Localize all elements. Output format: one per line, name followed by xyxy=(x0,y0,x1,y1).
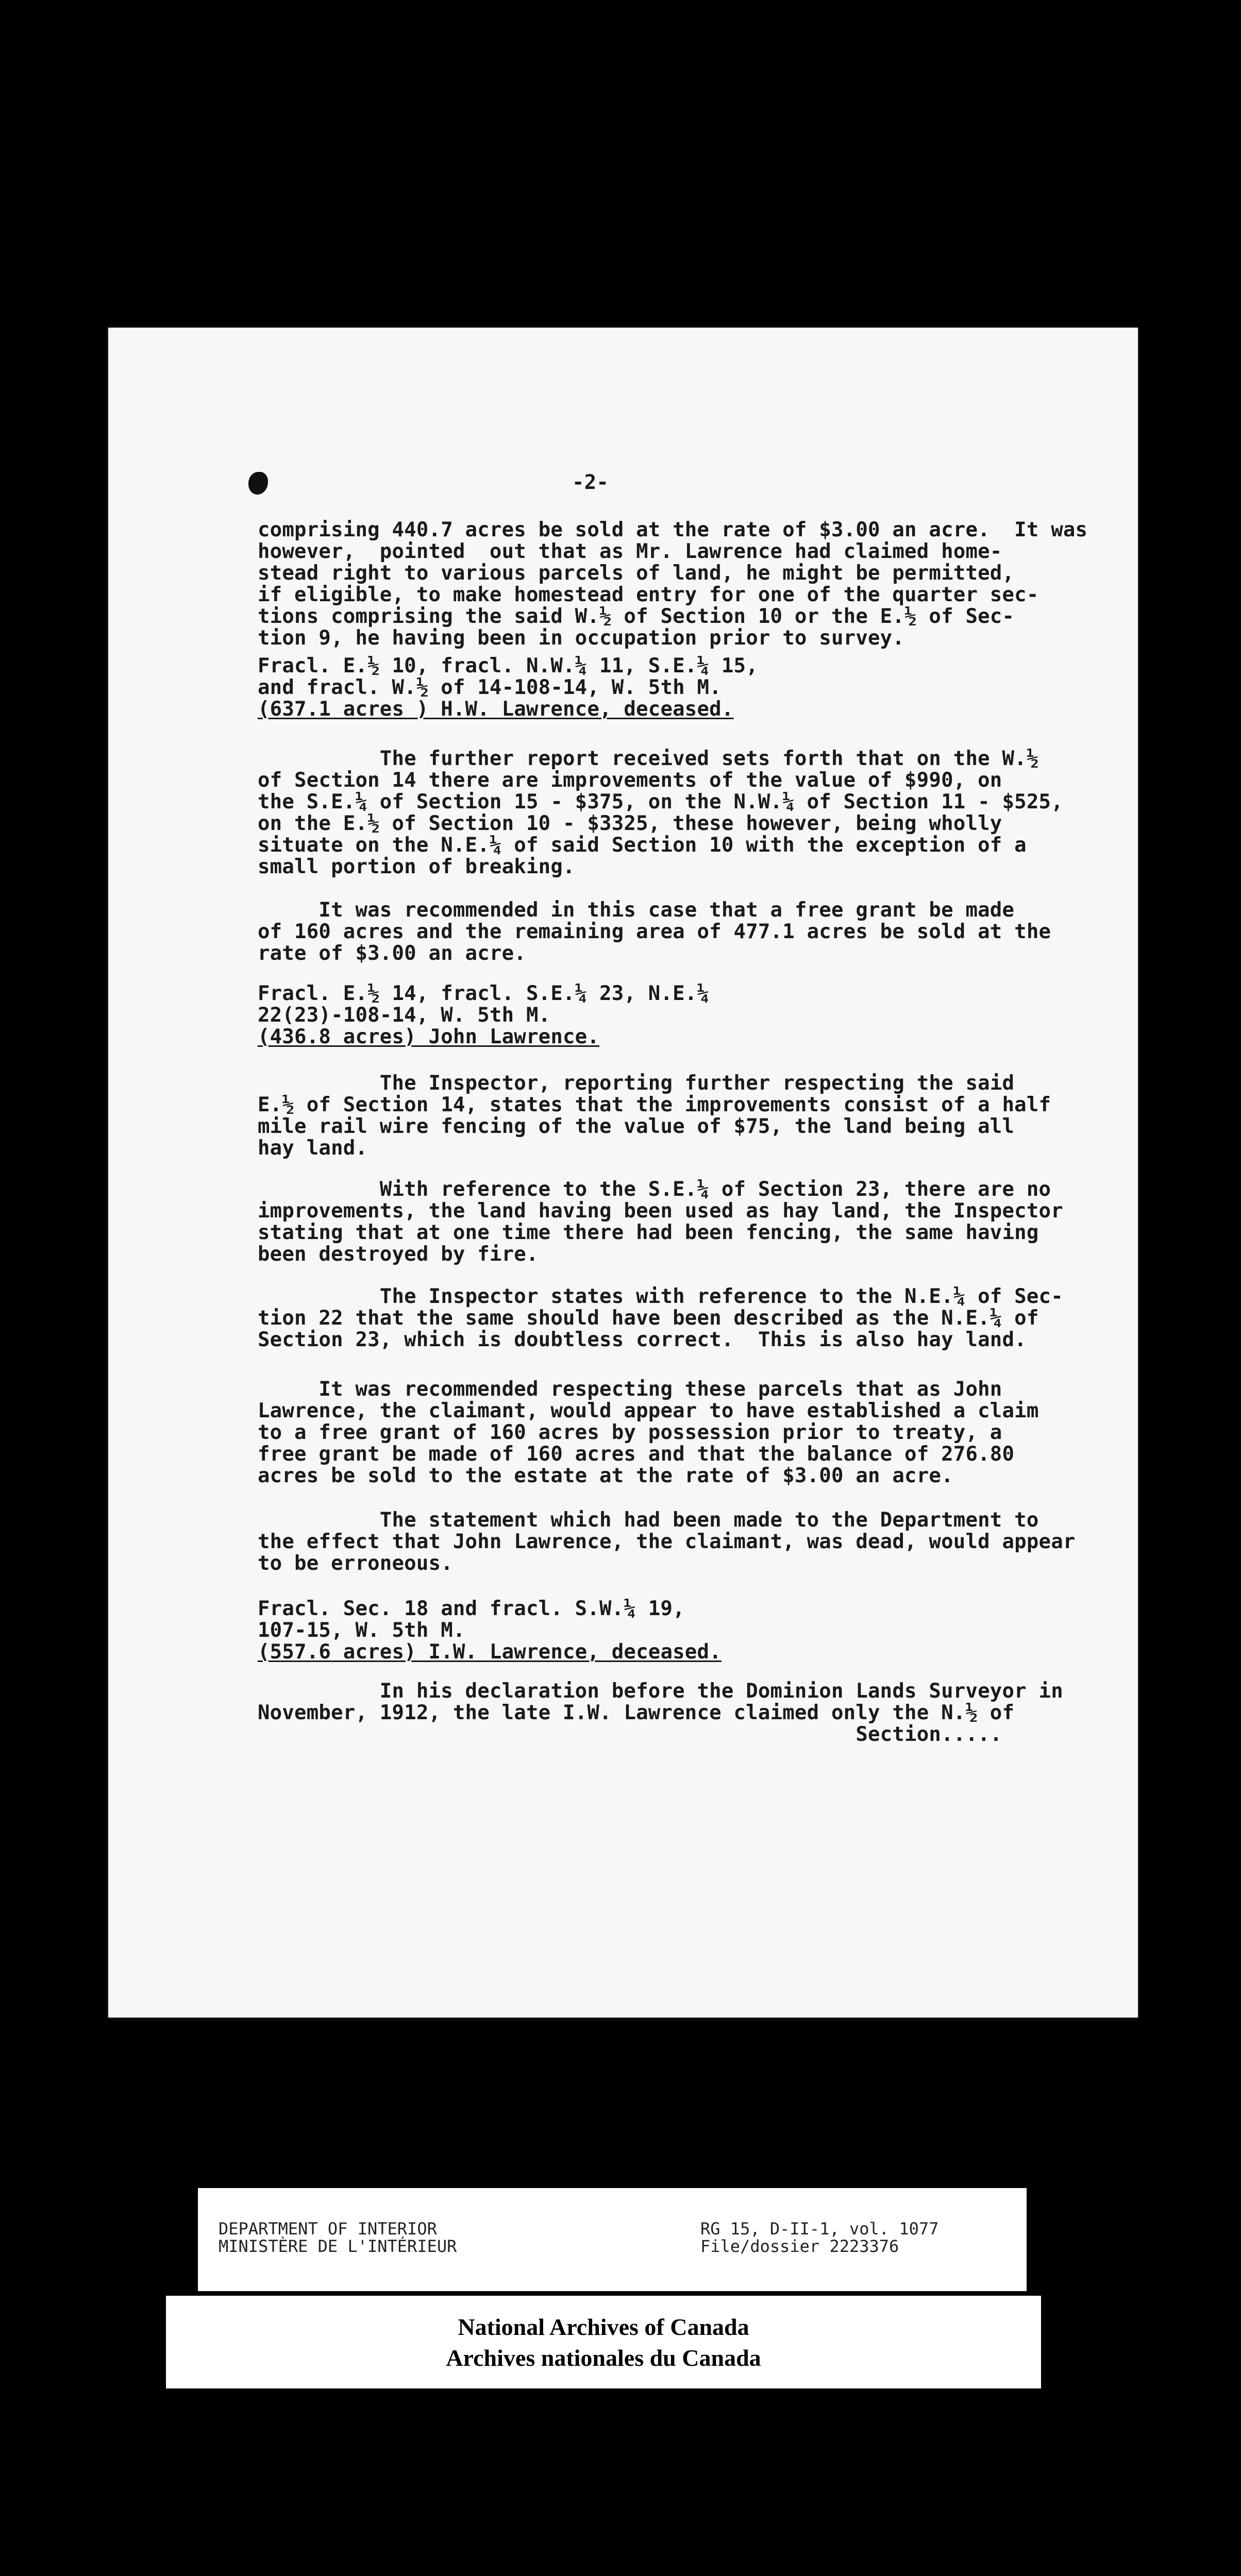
text-line: It was recommended respecting these parcels that as John xyxy=(258,1378,1002,1401)
text-line: Lawrence, the claimant, would appear to have established a claim xyxy=(258,1399,1039,1422)
text-line: tions comprising the said W.½ of Section 10 or the E.½ of Sec- xyxy=(258,605,1015,628)
text-line: to a free grant of 160 acres by possession prior to treaty, a xyxy=(258,1421,1002,1444)
text-line: small portion of breaking. xyxy=(258,855,575,878)
record-group: RG 15, D-II-1, vol. 1077 xyxy=(700,2219,939,2239)
text-line: the effect that John Lawrence, the claimant, was dead, would appear xyxy=(258,1530,1076,1553)
department-label xyxy=(198,2188,1027,2291)
text-line: situate on the N.E.¼ of said Section 10 with the exception of a xyxy=(258,834,1027,857)
archives-label xyxy=(166,2296,1041,2388)
text-line: mile rail wire fencing of the value of $75, the land being all xyxy=(258,1115,1015,1138)
text-line: comprising 440.7 acres be sold at the rate of $3.00 an acre. It was xyxy=(258,518,1088,541)
heading-line: Fracl. Sec. 18 and fracl. S.W.¼ 19, xyxy=(258,1597,685,1620)
dept-name-en: DEPARTMENT OF INTERIOR xyxy=(219,2219,437,2239)
archives-name-en: National Archives of Canada xyxy=(458,2314,749,2340)
text-line: Section..... xyxy=(258,1723,1002,1746)
heading-line: Fracl. E.½ 14, fracl. S.E.¼ 23, N.E.¼ xyxy=(258,982,710,1005)
heading-line-underlined: (436.8 acres) John Lawrence. xyxy=(258,1025,600,1048)
heading-line-underlined: (637.1 acres ) H.W. Lawrence, deceased. xyxy=(258,698,734,721)
text-line: improvements, the land having been used as hay land, the Inspector xyxy=(258,1199,1063,1223)
text-line: The further report received sets forth that on the W.½ xyxy=(258,747,1039,770)
text-line: The statement which had been made to the Department to xyxy=(258,1509,1039,1532)
heading-line: 22(23)-108-14, W. 5th M. xyxy=(258,1004,551,1027)
text-line: stead right to various parcels of land, he might be permitted, xyxy=(258,562,1015,585)
text-line: free grant be made of 160 acres and that the balance of 276.80 xyxy=(258,1443,1015,1466)
text-line: of Section 14 there are improvements of the value of $990, on xyxy=(258,769,1002,792)
text-line: Section 23, which is doubtless correct. This is also hay land. xyxy=(258,1328,1027,1351)
archives-name-fr: Archives nationales du Canada xyxy=(446,2345,761,2371)
file-number: File/dossier 2223376 xyxy=(700,2236,899,2256)
heading-line: 107-15, W. 5th M. xyxy=(258,1619,465,1642)
text-line: on the E.½ of Section 10 - $3325, these however, being wholly xyxy=(258,812,1002,835)
text-line: to be erroneous. xyxy=(258,1552,453,1575)
text-line: tion 22 that the same should have been described as the N.E.¼ of xyxy=(258,1307,1039,1330)
text-line: In his declaration before the Dominion Lands Surveyor in xyxy=(258,1680,1063,1703)
text-line: if eligible, to make homestead entry for one of the quarter sec- xyxy=(258,583,1039,606)
text-line: tion 9, he having been in occupation prior to survey. xyxy=(258,626,905,650)
heading-line-underlined: (557.6 acres) I.W. Lawrence, deceased. xyxy=(258,1640,722,1664)
ink-blot xyxy=(248,472,268,495)
heading-line: Fracl. E.½ 10, fracl. N.W.¼ 11, S.E.¼ 15, xyxy=(258,654,758,677)
text-line: It was recommended in this case that a free grant be made xyxy=(258,899,1015,922)
text-line: The Inspector, reporting further respecting the said xyxy=(258,1072,1015,1095)
text-line: however, pointed out that as Mr. Lawrence had claimed home- xyxy=(258,540,1002,563)
page-number: -2- xyxy=(572,471,609,494)
text-line: hay land. xyxy=(258,1137,368,1160)
text-line: E.½ of Section 14, states that the improvements consist of a half xyxy=(258,1093,1051,1116)
document-page xyxy=(108,328,1138,2018)
text-line: been destroyed by fire. xyxy=(258,1243,539,1266)
text-line: With reference to the S.E.¼ of Section 23, there are no xyxy=(258,1178,1051,1201)
text-line: acres be sold to the estate at the rate of $3.00 an acre. xyxy=(258,1464,953,1487)
heading-line: and fracl. W.½ of 14-108-14, W. 5th M. xyxy=(258,676,722,699)
text-line: rate of $3.00 an acre. xyxy=(258,942,526,965)
text-line: November, 1912, the late I.W. Lawrence claimed only the N.½ of xyxy=(258,1701,1015,1724)
text-line: The Inspector states with reference to the N.E.¼ of Sec- xyxy=(258,1285,1063,1308)
text-line: stating that at one time there had been fencing, the same having xyxy=(258,1221,1039,1244)
text-line: the S.E.¼ of Section 15 - $375, on the N.W.¼ of Section 11 - $525, xyxy=(258,790,1063,814)
dept-name-fr: MINISTÈRE DE L'INTÉRIEUR xyxy=(219,2236,457,2256)
text-line: of 160 acres and the remaining area of 477.1 acres be sold at the xyxy=(258,920,1051,943)
